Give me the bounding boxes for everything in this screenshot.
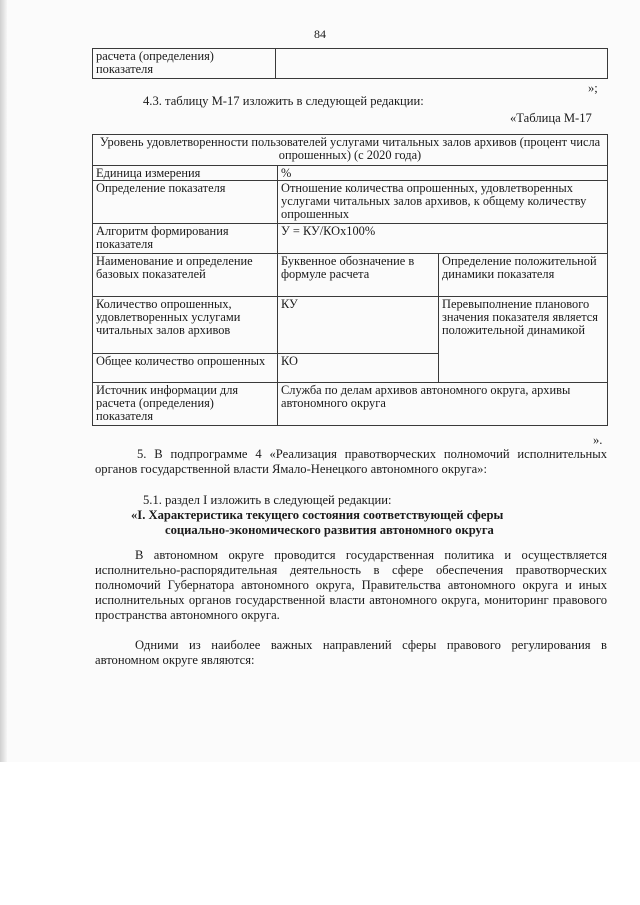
table-row: [93, 181, 608, 224]
table-row: [93, 166, 608, 181]
top-table-fragment: [92, 48, 608, 79]
quote-close: »;: [588, 81, 598, 95]
table-cell: Количество опрошенных, удовлетворенных услугами читальных залов архивов: [93, 297, 278, 354]
section-heading-line1: «I. Характеристика текущего состояния соответствующей сферы: [131, 508, 504, 522]
row-value: У = КУ/КОх100%: [278, 224, 608, 254]
row-label: Единица измерения: [93, 166, 278, 181]
instruction-4-3: 4.3. таблицу М-17 изложить в следующей редакции:: [143, 94, 424, 108]
table-m17: [92, 134, 608, 426]
instruction-5-1: 5.1. раздел I изложить в следующей редакции:: [143, 493, 392, 507]
table-cell: Перевыполнение планового значения показателя является положительной динамикой: [439, 297, 608, 383]
table-cell: [276, 49, 608, 79]
table-cell: КУ: [278, 297, 439, 354]
row-label: Определение показателя: [93, 181, 278, 224]
table-title: Уровень удовлетворенности пользователей услугами читальных залов архивов (процент числа опрошенных) (с 2020 года): [93, 135, 608, 166]
table-caption: «Таблица М-17: [510, 111, 592, 125]
table-row: [93, 49, 608, 79]
table-cell: КО: [278, 354, 439, 383]
quote-close: ».: [593, 433, 603, 447]
column-header: Определение положительной динамики показателя: [439, 254, 608, 297]
section-heading-line2: социально-экономического развития автономного округа: [165, 523, 494, 537]
row-value: %: [278, 166, 608, 181]
paragraph-5: [95, 447, 607, 477]
table-row: [93, 383, 608, 426]
paragraph-1: В автономном округе проводится государственная политика и осуществляется исполнительно-распорядительная деятельность в сфере обеспечения правотворческих полномочий Губернатора автономного округа, Правительства автономного округа и иных исполнительных органов государственной власти автономного округа, мониторинг правового пространства автономного округа.: [95, 548, 607, 622]
paragraph-2: Одними из наиболее важных направлений сферы правового регулирования в автономном округе являются:: [95, 638, 607, 667]
table-cell: Общее количество опрошенных: [93, 354, 278, 383]
column-header: Буквенное обозначение в формуле расчета: [278, 254, 439, 297]
table-row: [93, 297, 608, 354]
row-value: Служба по делам архивов автономного округа, архивы автономного округа: [278, 383, 608, 426]
paragraph-text: 5. В подпрограмме 4 «Реализация правотворческих полномочий исполнительных органов государственной власти Ямало-Ненецкого автономного округа»:: [95, 447, 607, 476]
row-value: Отношение количества опрошенных, удовлетворенных услугами читальных залов архивов, к общему количеству опрошенных: [278, 181, 608, 224]
row-label: Источник информации для расчета (определения) показателя: [93, 383, 278, 426]
table-cell: расчета (определения) показателя: [93, 49, 276, 79]
table-row: [93, 254, 608, 297]
page-number: 84: [314, 27, 326, 41]
row-label: Алгоритм формирования показателя: [93, 224, 278, 254]
table-row: [93, 224, 608, 254]
table-row: [93, 135, 608, 166]
page-edge-shadow: [0, 0, 7, 762]
column-header: Наименование и определение базовых показателей: [93, 254, 278, 297]
